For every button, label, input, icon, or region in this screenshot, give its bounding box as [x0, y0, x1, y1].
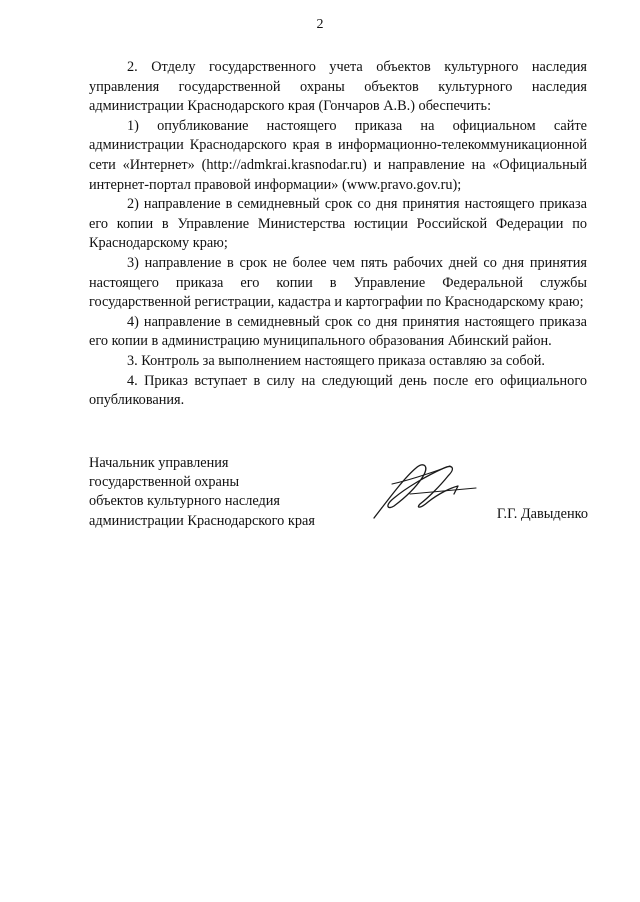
signatory-title-line: объектов культурного наследия	[89, 493, 280, 510]
signatory-name: Г.Г. Давыденко	[496, 506, 588, 522]
paragraph-4: 4. Приказ вступает в силу на следующий день после его официального опубликования.	[89, 372, 587, 409]
signatory-title-line: администрации Краснодарского края	[89, 512, 315, 529]
paragraph-2-item-3: 3) направление в срок не более чем пять рабочих дней со дня принятия настоящего приказа его копии в Управление Федеральной службы государственной регистрации, кадастра и картографии по Краснодарскому краю;	[89, 254, 587, 311]
paragraph-3: 3. Контроль за выполнением настоящего приказа оставляю за собой.	[127, 352, 546, 369]
paragraph-2-item-1: 1) опубликование настоящего приказа на официальном сайте администрации Краснодарского края в информационно-телекоммуникационной сети «Интернет» (http://admkrai.krasnodar.ru) и направление на «Официальный интернет-портал правовой информации» (www.pravo.gov.ru);	[89, 117, 587, 193]
paragraph-2: 2. Отделу государственного учета объектов культурного наследия управления государственной охраны объектов культурного наследия администрации Краснодарского края (Гончаров А.В.) обеспечить:	[89, 59, 587, 115]
signatory-title	[89, 454, 315, 531]
paragraph-2-item-2: 2) направление в семидневный срок со дня принятия настоящего приказа его копии в Управление Министерства юстиции Российской Федерации по Краснодарскому краю;	[89, 196, 587, 252]
handwritten-signature-icon	[370, 454, 480, 524]
signatory-title-line: государственной охраны	[89, 474, 240, 491]
page-number: 2	[316, 17, 324, 32]
paragraph-2-item-4: 4) направление в семидневный срок со дня принятия настоящего приказа его копии в администрацию муниципального образования Абинский район.	[89, 313, 587, 350]
signatory-title-line: Начальник управления	[89, 455, 229, 471]
document-body	[89, 58, 587, 411]
